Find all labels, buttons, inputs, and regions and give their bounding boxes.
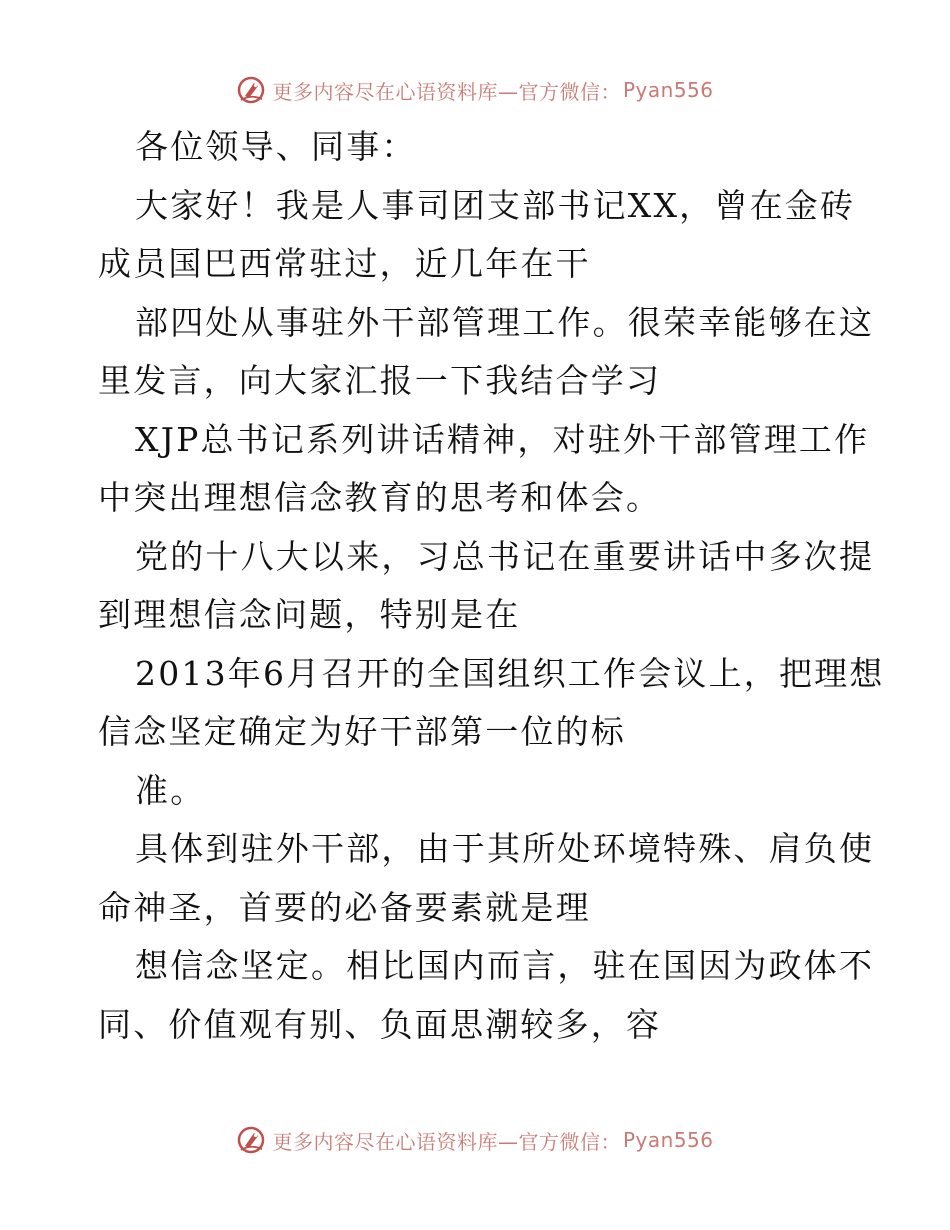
document-body [98,118,885,1054]
text-line: 成员国巴西常驻过，近几年在干 [98,244,591,283]
watermark-text: 更多内容尽在心语资料库—官方微信： [272,79,621,104]
text-line: 到理想信念问题，特别是在 [98,595,521,634]
text-line: 党的十八大以来，习总书记在重要讲话中多次提 [135,536,875,576]
text-line: 信念坚定确定为好干部第一位的标 [98,712,626,751]
pen-nib-circle-icon [236,75,266,105]
text-line: 同、价值观有别、负面思潮较多，容 [98,1004,662,1044]
header-watermark [0,70,950,110]
text-line: 想信念坚定。相比国内而言，驻在国因为政体不 [135,946,875,985]
text-line: 中突出理想信念教育的思考和体会。 [98,478,662,517]
watermark-text: 更多内容尽在心语资料库—官方微信： [272,1129,621,1154]
text-line: 命神圣，首要的必备要素就是理 [98,887,591,927]
text-line: 各位领导、同事： [135,127,417,166]
footer-watermark [0,1120,950,1160]
text-line: 具体到驻外干部，由于其所处环境特殊、肩负使 [135,829,875,868]
text-line: 里发言，向大家汇报一下我结合学习 [98,361,662,400]
text-line: XJP总书记系列讲话精神，对驻外干部管理工作 [135,419,870,459]
text-line: 2013年6月召开的全国组织工作会议上，把理想 [135,653,885,693]
watermark-account: Pyan556 [622,1128,714,1152]
text-line: 准。 [135,770,206,810]
text-line: 大家好！我是人事司团支部书记XX，曾在金砖 [135,185,856,225]
watermark-account: Pyan556 [622,78,714,102]
text-line: 部四处从事驻外干部管理工作。很荣幸能够在这 [135,302,875,342]
pen-nib-circle-icon [236,1125,266,1155]
